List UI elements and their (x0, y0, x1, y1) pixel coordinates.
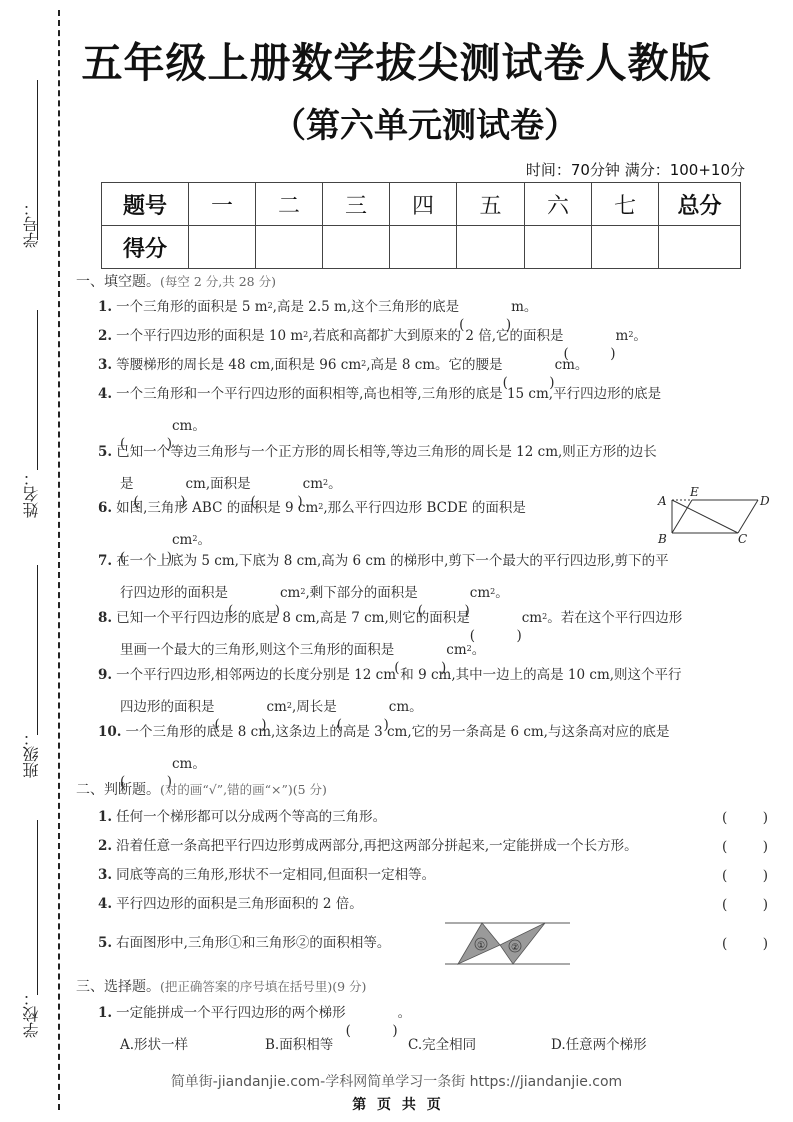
section-note: (对的画“√”,错的画“×”)(5 分) (160, 782, 327, 797)
student-id-label: 学号： (22, 200, 41, 248)
binding-dashed-line (58, 10, 60, 1110)
header-cell: 二 (256, 183, 323, 226)
score-table (101, 182, 741, 269)
score-cell[interactable] (525, 226, 592, 269)
question-1-9: 9. 一个平行四边形,相邻两边的长度分别是 12 cm 和 9 cm,其中一边上的高是 10 cm,则这个平行 四边形的面积是 $cm^2$,周长是 cm。 (98, 667, 682, 715)
question-1-10: 10. 一个三角形的底是 8 cm,这条边上的高是 3 cm,它的另一条高是 6 cm,与这条高对应的底是 cm。 (98, 724, 670, 772)
section-multiple-choice-heading (76, 976, 366, 996)
header-cell: 七 (592, 183, 659, 226)
score-table-header-row (102, 183, 741, 226)
watermark-footer: 简单街-jiandanjie.com-学科网简单学习一条街 https://jiandanjie.com (170, 1074, 623, 1090)
header-cell: 五 (457, 183, 525, 226)
question-1-1: 1. 一个三角形的面积是 5 $m^2$,高是 2.5 m,这个三角形的底是 m。 (98, 299, 538, 315)
header-cell: 总分 (659, 183, 741, 226)
option-c[interactable]: C.完全相同 (408, 1037, 477, 1053)
score-cell[interactable] (256, 226, 323, 269)
section-title: 三、选择题。 (76, 979, 160, 995)
score-cell[interactable] (189, 226, 256, 269)
section-note: (把正确答案的序号填在括号里)(9 分) (160, 979, 367, 994)
question-1-5: 5. 已知一个等边三角形与一个正方形的周长相等,等边三角形的周长是 12 cm,则正方形的边长 是 cm,面积是 $cm^2$。 (98, 444, 657, 492)
header-cell: 六 (525, 183, 592, 226)
choice-options (120, 1033, 647, 1053)
score-cell[interactable] (457, 226, 525, 269)
question-1-7: 7. 在一个上底为 5 cm,下底为 8 cm,高为 6 cm 的梯形中,剪下一个最大的平行四边形,剪下的平 行四边形的面积是 $cm^2$,剩下部分的面积是 $cm^2$。 (98, 553, 669, 601)
class-label: 班级： (22, 730, 41, 778)
page-subtitle: （第六单元测试卷） (272, 106, 578, 146)
exam-meta: 时间：70分钟 满分：100+10分 (525, 161, 745, 179)
option-a[interactable]: A.形状一样 (120, 1037, 189, 1053)
svg-text:C: C (738, 532, 748, 546)
section-note: (每空 2 分,共 28 分) (160, 274, 276, 289)
score-row-label: 得分 (102, 226, 189, 269)
svg-text:E: E (690, 485, 699, 499)
question-1-6: 6. 如图,三角形 ABC 的面积是 9 $cm^2$,那么平行四边形 BCDE 的面积是 $cm^2$。 (98, 500, 526, 548)
question-1-4: 4. 一个三角形和一个平行四边形的面积相等,高也相等,三角形的底是 15 cm,平行四边形的底是 cm。 (98, 386, 662, 434)
option-d[interactable]: D.任意两个梯形 (551, 1037, 647, 1053)
parallelogram-bcde-figure (650, 482, 780, 548)
header-cell: 四 (390, 183, 457, 226)
score-cell[interactable] (390, 226, 457, 269)
question-1-2: 2. 一个平行四边形的面积是 10 $m^2$,若底和高都扩大到原来的 2 倍,它的面积是 $m^2$。 (98, 328, 647, 344)
header-cell: 三 (323, 183, 390, 226)
svg-text:②: ② (511, 943, 520, 953)
score-cell[interactable] (323, 226, 390, 269)
section-title: 二、判断题。 (76, 782, 160, 798)
svg-text:A: A (658, 494, 667, 508)
score-cell[interactable] (592, 226, 659, 269)
school-underline[interactable] (37, 820, 38, 995)
svg-text:①: ① (477, 941, 486, 951)
name-underline[interactable] (37, 310, 38, 470)
page-number: 第 页 共 页 (352, 1097, 441, 1113)
judge-question-5: 5. 右面图形中,三角形①和三角形②的面积相等。 (98, 935, 391, 951)
section-title: 一、填空题。 (76, 274, 160, 290)
svg-text:D: D (760, 494, 770, 508)
header-cell: 题号 (102, 183, 189, 226)
choice-question-1: 1. 一定能拼成一个平行四边形的两个梯形 。 (98, 1005, 412, 1021)
judge-question-4: 4. 平行四边形的面积是三角形面积的 2 倍。 (98, 896, 363, 912)
section-fill-blank-heading (76, 271, 276, 291)
question-1-3: 3. 等腰梯形的周长是 48 cm,面积是 96 $cm^2$,高是 8 cm。它的腰是 cm。 (98, 357, 589, 373)
judge-question-2: 2. 沿着任意一条高把平行四边形剪成两部分,再把这两部分拼起来,一定能拼成一个长方形。 (98, 838, 638, 854)
class-underline[interactable] (37, 565, 38, 735)
header-cell: 一 (189, 183, 256, 226)
name-label: 姓名： (22, 470, 41, 518)
judge-question-1: 1. 任何一个梯形都可以分成两个等高的三角形。 (98, 809, 387, 825)
svg-text:B: B (658, 532, 667, 546)
option-b[interactable]: B.面积相等 (265, 1037, 334, 1053)
page-title: 五年级上册数学拔尖测试卷人教版 (81, 39, 712, 87)
score-cell[interactable] (659, 226, 741, 269)
judge-question-3: 3. 同底等高的三角形,形状不一定相同,但面积一定相等。 (98, 867, 436, 883)
two-triangles-figure (445, 918, 575, 968)
section-true-false-heading (76, 779, 327, 799)
question-1-8: 8. 已知一个平行四边形的底是 8 cm,高是 7 cm,则它的面积是 $cm^2$。若在这个平行四边形 里画一个最大的三角形,则这个三角形的面积是 $cm^2$。 (98, 610, 683, 658)
school-label: 学校： (22, 990, 41, 1038)
score-table-score-row (102, 226, 741, 269)
